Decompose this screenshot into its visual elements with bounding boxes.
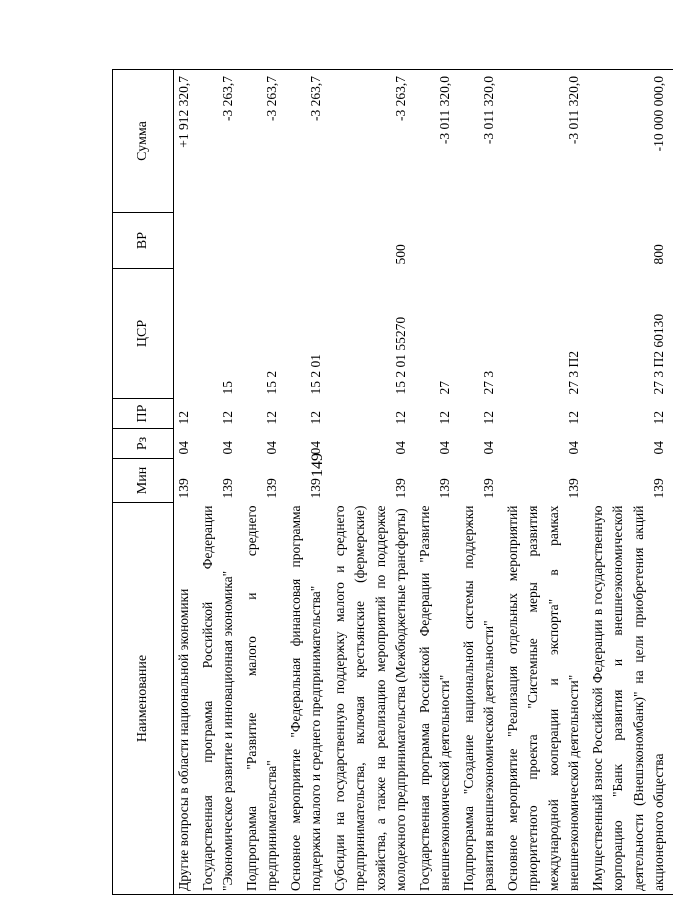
cell-name: Другие вопросы в области национальной экономики [174, 503, 198, 895]
cell-rz: 04 [264, 441, 279, 455]
cell-rz: 04 [566, 441, 581, 455]
cell-min: 139 [393, 478, 408, 499]
cell-min: 139 [264, 478, 279, 499]
cell-vr [286, 213, 330, 269]
cell-name: Имущественный взнос Российской Федерации в государственную корпорацию "Банк развития и внешнеэкономической деятельности (Внешэкономбанк)" на цели приобретения акций акционерного общества [588, 503, 673, 895]
cell-csr: 15 2 [264, 370, 279, 395]
cell-rz: 04 [651, 441, 666, 455]
cell-sum: +1 912 320,7 [174, 70, 198, 213]
header-pr: ПР [113, 399, 174, 429]
cell-pr: 12 [220, 411, 235, 425]
cell-min: 139 [220, 478, 235, 499]
cell-rz: 04 [393, 441, 408, 455]
cell-csr [174, 269, 198, 399]
cell-csr: 15 2 01 [308, 354, 323, 395]
cell-vr [242, 213, 286, 269]
cell-name: Государственная программа Российской Федерации "Экономическое развитие и инновационная экономика" [198, 503, 242, 895]
table-row [415, 70, 459, 895]
cell-pr: 12 [481, 411, 496, 425]
header-name: Наименование [113, 503, 174, 895]
cell-pr: 12 [566, 411, 581, 425]
cell-vr [174, 213, 198, 269]
cell-min: 139 [308, 478, 323, 499]
cell-vr [459, 213, 503, 269]
table-row [174, 70, 198, 895]
cell-rz: 04 [437, 441, 452, 455]
cell-name: Подпрограмма "Развитие малого и среднего предпринимательства" [242, 503, 286, 895]
table-row [198, 70, 242, 895]
cell-rz: 04 [220, 441, 235, 455]
cell-rz: 04 [481, 441, 496, 455]
table-row [459, 70, 503, 895]
cell-name: Основное мероприятие "Реализация отдельных мероприятий приоритетного проекта "Системные меры развития международной кооперации и экспорта" в рамках внешнеэкономической деятельности" [503, 503, 588, 895]
budget-table [112, 69, 673, 895]
cell-sum: -3 011 320,0 [459, 70, 503, 213]
table-row [588, 70, 673, 895]
header-vr: ВР [113, 213, 174, 269]
header-rz: Рз [113, 429, 174, 459]
cell-name: Субсидии на государственную поддержку малого и среднего предпринимательства, включая крестьянские (фермерские) хозяйства, а также на реализацию мероприятий по поддержке молодежного предпринимательства (Межбюджетные трансферты) [330, 503, 415, 895]
cell-csr: 15 2 01 55270 [393, 316, 408, 395]
cell-name: Подпрограмма "Создание национальной системы поддержки развития внешнеэкономической деятельности" [459, 503, 503, 895]
table-row [242, 70, 286, 895]
table-header-row [113, 70, 174, 895]
table-row [503, 70, 588, 895]
header-csr: ЦСР [113, 269, 174, 399]
cell-csr: 15 [220, 381, 235, 395]
header-sum: Сумма [113, 70, 174, 213]
cell-sum: -3 263,7 [286, 70, 330, 213]
cell-min: 139 [437, 478, 452, 499]
cell-pr: 12 [264, 411, 279, 425]
header-min: Мин [113, 459, 174, 503]
cell-pr: 12 [176, 411, 191, 425]
cell-pr: 12 [393, 411, 408, 425]
cell-rz: 04 [308, 441, 323, 455]
cell-vr: 800 [651, 244, 666, 265]
table-row [286, 70, 330, 895]
cell-pr: 12 [437, 411, 452, 425]
cell-name: Основное мероприятие "Федеральная финансовая программа поддержки малого и среднего предпринимательства" [286, 503, 330, 895]
cell-vr [415, 213, 459, 269]
cell-csr: 27 3 П2 [566, 351, 581, 395]
cell-vr [198, 213, 242, 269]
cell-csr: 27 3 П2 60130 [651, 313, 666, 395]
cell-min: 139 [566, 478, 581, 499]
cell-rz: 04 [176, 441, 191, 455]
cell-csr: 27 [437, 381, 452, 395]
cell-sum: -10 000 000,0 [588, 70, 673, 213]
cell-sum: -3 263,7 [330, 70, 415, 213]
cell-vr [503, 213, 588, 269]
cell-sum: -3 011 320,0 [415, 70, 459, 213]
cell-name: Государственная программа Российской Федерации "Развитие внешнеэкономической деятельности" [415, 503, 459, 895]
cell-vr: 500 [393, 244, 408, 265]
cell-min: 139 [176, 478, 191, 499]
cell-csr: 27 3 [481, 370, 496, 395]
budget-table-rotated [112, 70, 666, 895]
cell-min: 139 [481, 478, 496, 499]
table-row [330, 70, 415, 895]
page-number: 149 [309, 453, 326, 477]
cell-pr: 12 [308, 411, 323, 425]
cell-pr: 12 [651, 411, 666, 425]
cell-min: 139 [651, 478, 666, 499]
cell-sum: -3 263,7 [198, 70, 242, 213]
budget-table-container [112, 70, 666, 895]
cell-sum: -3 011 320,0 [503, 70, 588, 213]
cell-sum: -3 263,7 [242, 70, 286, 213]
